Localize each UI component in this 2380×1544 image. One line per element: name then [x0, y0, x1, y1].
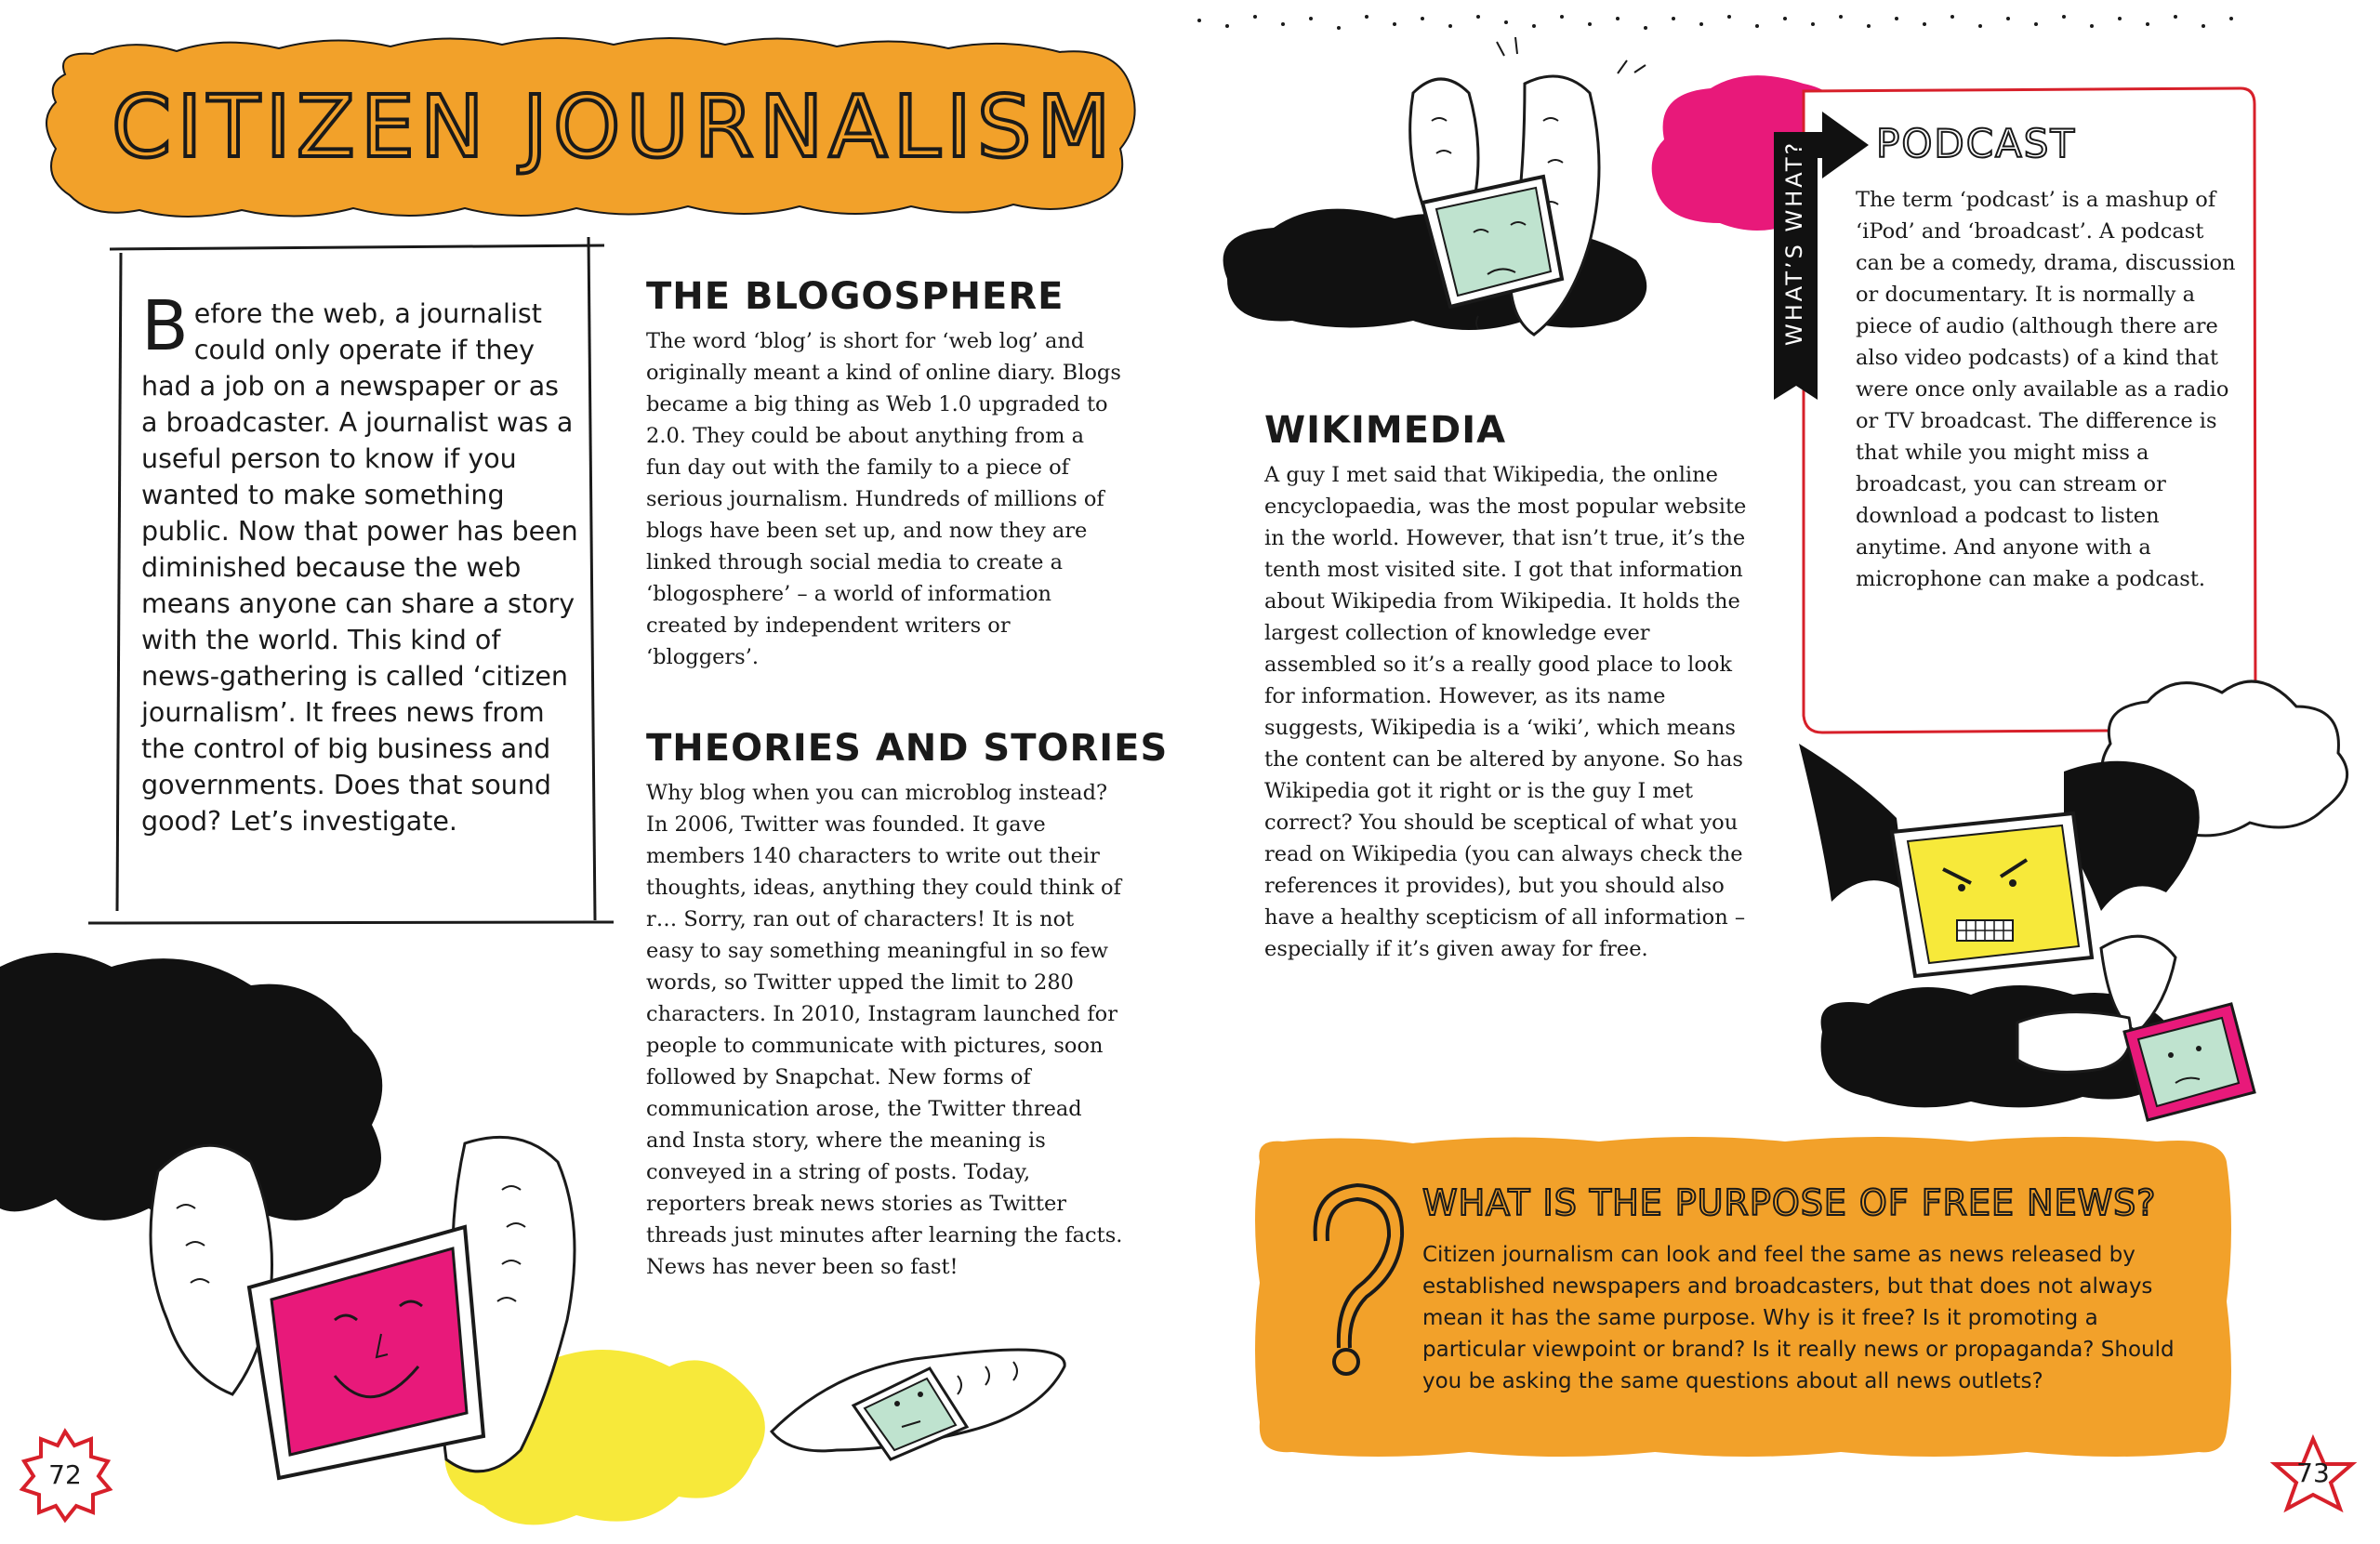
dotted-border [1197, 15, 2233, 30]
winged-tablet-small-icon [772, 1350, 1064, 1459]
drop-cap: B [141, 286, 189, 366]
page-number-left: 72 [48, 1459, 82, 1490]
blogosphere-text: The word ‘blog’ is short for ‘web log’ and originally meant a kind of online diary. Blogs became a big thing as Web 1.0 upgraded to 2.0. They could be about anything from a fun day out with the family to a piece of serious journalism. Hundreds of millions of blogs have been set up, and now they are linked through social media to create a ‘blogosphere’ – a world of information created by independent writers or ‘bloggers’. [646, 329, 1121, 669]
wikimedia-heading: WIKIMEDIA [1264, 409, 1507, 452]
podcast-text: The term ‘podcast’ is a mashup of ‘iPod’ and ‘broadcast’. A podcast can be a comedy, drama, discussion or documentary. It is normally a piece of audio (although there are also video podcasts) of a kind that were once only available as a radio or TV broadcast. The difference is that while you might miss a broadcast, you can stream or download a podcast to listen anytime. And anyone with a microphone can make a podcast. [1856, 188, 2236, 591]
podcast-heading: PODCAST [1876, 121, 2077, 166]
question-text: Citizen journalism can look and feel the same as news released by established newspapers and broadcasters, but that does not always mean it has the same purpose. Why is it free? Is it promoting a particular viewpoint or brand? Is it really news or propaganda? Should you be asking the same questions about all news outlets? [1422, 1243, 2175, 1393]
theories-text: Why blog when you can microblog instead? In 2006, Twitter was founded. It gave members 140 characters to write out their thoughts, ideas, anything they could think of r… Sorry, ran out of characters! It is not easy to say something meaningful in so few words, so Twitter upped the limit to 280 characters. In 2010, Instagram launched for people to communicate with pictures, soon followed by Snapchat. New forms of communication arose, the Twitter thread and Insta story, where the meaning is conveyed in a string of posts. Today, reporters break news stories as Twitter threads just minutes after learning the facts. News has never been so fast! [646, 781, 1123, 1279]
wikimedia-text: A guy I met said that Wikipedia, the online encyclopaedia, was the most popular website in the world. However, that isn’t true, it’s the tenth most visited site. I got that information about Wikipedia from Wikipedia. It holds the largest collection of knowledge ever assembled so it’s a really good place to look for information. However, as its name suggests, Wikipedia is a ‘wiki’, which means the content can be altered by anyone. So has Wikipedia got it right or is the guy I met correct? You should be sceptical of what you read on Wikipedia (you can always check the references it provides), but you should also have a healthy scepticism of all information – especially if it’s given away for free. [1264, 463, 1747, 961]
question-heading: WHAT IS THE PURPOSE OF FREE NEWS? [1422, 1182, 2157, 1223]
theories-heading: THEORIES AND STORIES [646, 727, 1169, 770]
intro-text: efore the web, a journalist could only operate if they had a job on a newspaper or as a broadcaster. A journalist was a useful person to know if you wanted to make something public. Now that power has been diminished because the web means anyone can share a story with the world. This kind of news-gathering is called ‘citizen journalism’. It frees news from the control of big business and governments. Does that sound good? Let’s investigate. [141, 298, 578, 837]
page-number-right: 73 [2296, 1458, 2330, 1488]
whats-what-label: WHAT’S WHAT? [1781, 139, 1807, 346]
page-title: CITIZEN JOURNALISM [112, 77, 1117, 177]
intro-paragraph [141, 286, 578, 839]
blogosphere-heading: THE BLOGOSPHERE [646, 275, 1064, 318]
